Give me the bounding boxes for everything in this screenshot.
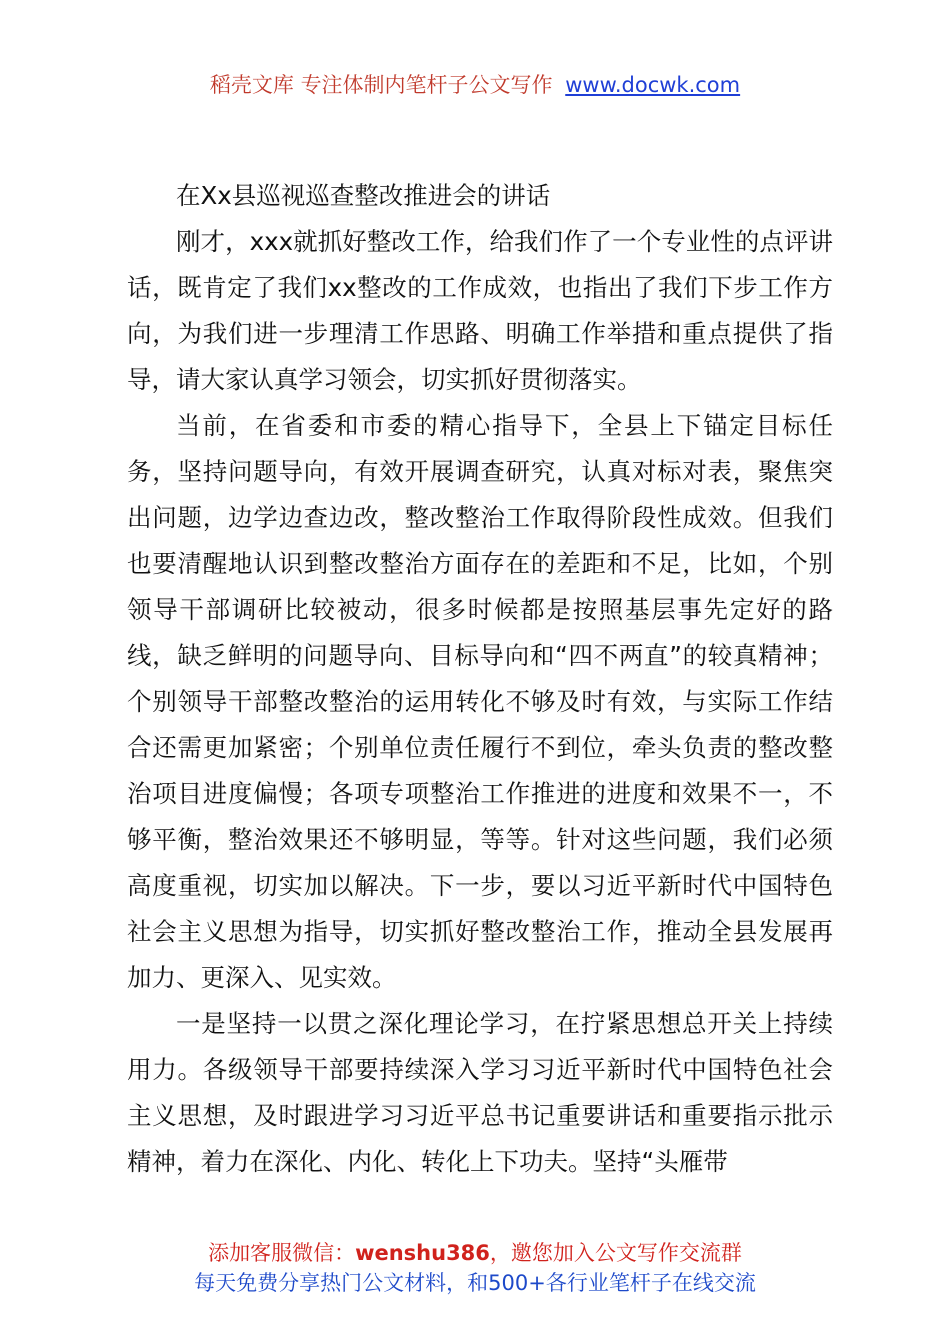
footer-contact-prefix: 添加客服微信：: [208, 1241, 356, 1265]
site-slogan: 专注体制内笔杆子公文写作: [300, 73, 553, 97]
paragraph: 一是坚持一以贯之深化理论学习，在拧紧思想总开关上持续用力。各级领导干部要持续深入学习习近平新时代中国特色社会主义思想，及时跟进学习习近平总书记重要讲话和重要指示批示精神，着力在深化、内化、转化上下功夫。坚持“头雁带: [127, 1009, 833, 1176]
document-title: 在Xx县巡视巡查整改推进会的讲话: [176, 181, 551, 210]
page-header: [0, 70, 950, 100]
footer-promo-line: 每天免费分享热门公文材料，和500+各行业笔杆子在线交流: [194, 1271, 756, 1295]
document-body: [127, 173, 833, 1185]
paragraph: 当前，在省委和市委的精心指导下，全县上下锚定目标任务，坚持问题导向，有效开展调查研究，认真对标对表，聚焦突出问题，边学边查边改，整改整治工作取得阶段性成效。但我们也要清醒地认识到整改整治方面存在的差距和不足，比如，个别领导干部调研比较被动，很多时候都是按照基层事先定好的路线，缺乏鲜明的问题导向、目标导向和“四不两直”的较真精神；个别领导干部整改整治的运用转化不够及时有效，与实际工作结合还需更加紧密；个别单位责任履行不到位，牵头负责的整改整治项目进度偏慢；各项专项整治工作推进的进度和效果不一，不够平衡，整治效果还不够明显，等等。针对这些问题，我们必须高度重视，切实加以解决。下一步，要以习近平新时代中国特色社会主义思想为指导，切实抓好整改整治工作，推动全县发展再加力、更深入、见实效。: [127, 411, 833, 992]
site-url-link[interactable]: www.docwk.com: [565, 73, 741, 97]
paragraph: 刚才，xxx就抓好整改工作，给我们作了一个专业性的点评讲话，既肯定了我们xx整改的工作成效，也指出了我们下步工作方向，为我们进一步理清工作思路、明确工作举措和重点提供了指导，请大家认真学习领会，切实抓好贯彻落实。: [127, 227, 833, 394]
footer-contact-suffix: ，邀您加入公文写作交流群: [489, 1241, 742, 1265]
page-footer: [0, 1238, 950, 1298]
wechat-id: wenshu386: [355, 1241, 490, 1265]
site-name: 稻壳文库: [209, 73, 294, 97]
footer-contact-line: [0, 1238, 950, 1268]
